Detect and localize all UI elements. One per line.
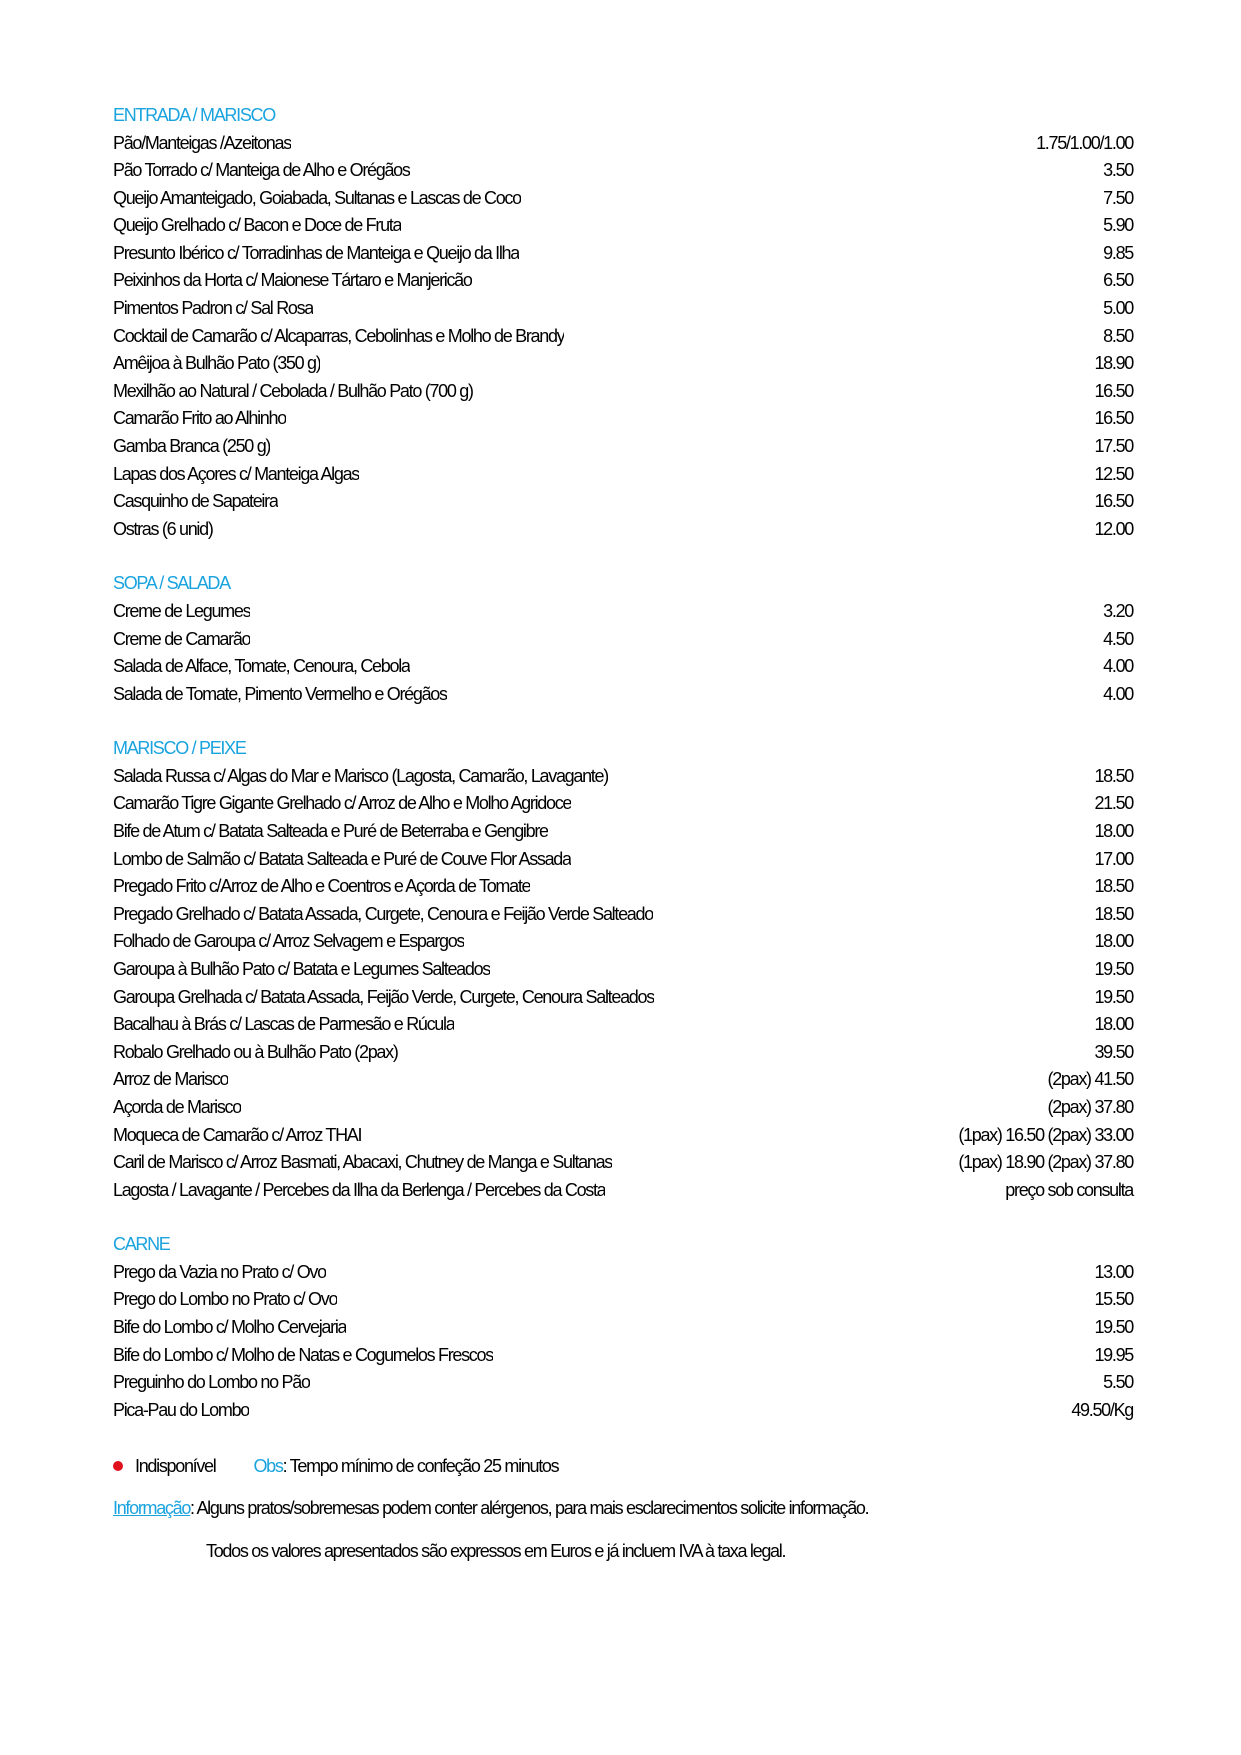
menu-item-price: (2pax) 41.50 (1047, 1069, 1133, 1090)
menu-notes (113, 1452, 1133, 1565)
menu-item (113, 185, 1133, 213)
info-link[interactable]: Informação (113, 1498, 191, 1518)
menu-item-name: Lapas dos Açores c/ Manteiga Algas (113, 463, 359, 484)
menu-item (113, 1369, 1133, 1397)
menu-item-price: 1.75/1.00/1.00 (1036, 132, 1133, 153)
menu-item-price: 13.00 (1094, 1261, 1133, 1282)
info-text: : Alguns pratos/sobremesas podem conter alérgenos, para mais esclarecimentos solicite informação. (190, 1498, 869, 1518)
menu-item-name: Casquinho de Sapateira (113, 491, 278, 512)
menu-item (113, 240, 1133, 268)
menu-item-price: preço sob consulta (1005, 1179, 1133, 1200)
menu-item-name: Robalo Grelhado ou à Bulhão Pato (2pax) (113, 1041, 398, 1062)
obs-label: Obs (253, 1456, 283, 1476)
menu-item (113, 1094, 1133, 1122)
menu-section (113, 102, 1133, 543)
menu-item-price: 16.50 (1094, 491, 1133, 512)
menu-item-price: 7.50 (1103, 187, 1133, 208)
menu-item-name: Prego do Lombo no Prato c/ Ovo (113, 1289, 338, 1310)
menu-section (113, 1231, 1133, 1424)
menu-item-name: Creme de Legumes (113, 600, 251, 621)
menu-item-name: Mexilhão ao Natural / Cebolada / Bulhão Pato (700 g) (113, 380, 473, 401)
menu-item-price: (1pax) 16.50 (2pax) 33.00 (958, 1124, 1133, 1145)
menu-item-price: 8.50 (1103, 325, 1133, 346)
menu-item (113, 516, 1133, 544)
menu-item-price: 19.50 (1094, 1316, 1133, 1337)
menu-item-name: Creme de Camarão (113, 628, 251, 649)
menu-item-name: Pregado Frito c/Arroz de Alho e Coentros e Açorda de Tomate (113, 876, 531, 897)
menu-item (113, 956, 1133, 984)
menu-item (113, 1259, 1133, 1287)
menu-item-price: 39.50 (1094, 1041, 1133, 1062)
menu-item-name: Pica-Pau do Lombo (113, 1399, 249, 1420)
menu-item (113, 901, 1133, 929)
menu-item-price: 15.50 (1094, 1289, 1133, 1310)
menu-item (113, 984, 1133, 1012)
info-line (113, 1494, 1133, 1522)
menu-item (113, 1122, 1133, 1150)
menu-item-name: Presunto Ibérico c/ Torradinhas de Manteiga e Queijo da Ilha (113, 242, 519, 263)
menu-section (113, 570, 1133, 708)
menu-item (113, 1342, 1133, 1370)
menu-item (113, 433, 1133, 461)
menu-item-price: 18.90 (1094, 353, 1133, 374)
menu-item-name: Cocktail de Camarão c/ Alcaparras, Cebolinhas e Molho de Brandy (113, 325, 565, 346)
menu-item-price: 5.50 (1103, 1372, 1133, 1393)
menu-item-name: Caril de Marisco c/ Arroz Basmati, Abacaxi, Chutney de Manga e Sultanas (113, 1152, 612, 1173)
menu-item-name: Camarão Frito ao Alhinho (113, 408, 286, 429)
unavailable-label: Indisponível (135, 1456, 216, 1476)
menu-item-name: Arroz de Marisco (113, 1069, 229, 1090)
menu-item-price: 4.50 (1103, 628, 1133, 649)
menu-item-name: Peixinhos da Horta c/ Maionese Tártaro e Manjericão (113, 270, 472, 291)
menu-item (113, 157, 1133, 185)
menu-item (113, 626, 1133, 654)
menu-item-price: 16.50 (1094, 408, 1133, 429)
menu-item (113, 1039, 1133, 1067)
menu-item-price: 12.50 (1094, 463, 1133, 484)
menu-item (113, 323, 1133, 351)
section-title: CARNE (113, 1234, 170, 1255)
menu-item-price: 17.00 (1094, 848, 1133, 869)
menu-item-price: 9.85 (1103, 242, 1133, 263)
menu-sections (113, 102, 1133, 1424)
menu-item (113, 488, 1133, 516)
menu-item-name: Bacalhau à Brás c/ Lascas de Parmesão e Rúcula (113, 1014, 455, 1035)
menu-item-name: Ostras (6 unid) (113, 518, 213, 539)
menu-item-name: Bife do Lombo c/ Molho de Natas e Cogumelos Frescos (113, 1344, 493, 1365)
menu-item-name: Pimentos Padron c/ Sal Rosa (113, 298, 314, 319)
menu-item-name: Folhado de Garoupa c/ Arroz Selvagem e Espargos (113, 931, 465, 952)
legend-line (113, 1452, 1133, 1480)
menu-item-name: Lagosta / Lavagante / Percebes da Ilha da Berlenga / Percebes da Costa (113, 1179, 606, 1200)
menu-item-name: Amêijoa à Bulhão Pato (350 g) (113, 353, 321, 374)
menu-item (113, 818, 1133, 846)
menu-item-name: Pão Torrado c/ Manteiga de Alho e Orégãos (113, 160, 410, 181)
menu-item-name: Garoupa à Bulhão Pato c/ Batata e Legumes Salteados (113, 958, 491, 979)
menu-item-name: Camarão Tigre Gigante Grelhado c/ Arroz de Alho e Molho Agridoce (113, 793, 572, 814)
menu-item (113, 1314, 1133, 1342)
menu-item (113, 681, 1133, 709)
menu-item-name: Bife do Lombo c/ Molho Cervejaria (113, 1316, 347, 1337)
obs-text: : Tempo mínimo de confeção 25 minutos (282, 1456, 559, 1476)
menu-item (113, 461, 1133, 489)
menu-item (113, 928, 1133, 956)
menu-item (113, 653, 1133, 681)
menu-item (113, 1149, 1133, 1177)
menu-item-name: Prego da Vazia no Prato c/ Ovo (113, 1261, 326, 1282)
menu-item-price: 4.00 (1103, 656, 1133, 677)
menu-item-price: 18.50 (1094, 903, 1133, 924)
menu-item-price: 6.50 (1103, 270, 1133, 291)
menu-item (113, 1397, 1133, 1425)
unavailable-dot-icon (113, 1461, 123, 1471)
menu-item-price: (2pax) 37.80 (1047, 1096, 1133, 1117)
menu-item-name: Lombo de Salmão c/ Batata Salteada e Puré de Couve Flor Assada (113, 848, 571, 869)
menu-item-price: 19.50 (1094, 958, 1133, 979)
menu-item (113, 598, 1133, 626)
menu-section (113, 735, 1133, 1204)
menu-item-price: 5.90 (1103, 215, 1133, 236)
menu-item (113, 267, 1133, 295)
menu-item-price: 18.50 (1094, 765, 1133, 786)
menu-item-name: Queijo Amanteigado, Goiabada, Sultanas e Lascas de Coco (113, 187, 521, 208)
menu-item (113, 1066, 1133, 1094)
menu-item (113, 1011, 1133, 1039)
section-title: MARISCO / PEIXE (113, 738, 246, 759)
menu-item-price: 16.50 (1094, 380, 1133, 401)
menu-item-price: 19.50 (1094, 986, 1133, 1007)
menu-item-price: (1pax) 18.90 (2pax) 37.80 (958, 1152, 1133, 1173)
menu-item-name: Queijo Grelhado c/ Bacon e Doce de Fruta (113, 215, 402, 236)
menu-item-name: Açorda de Marisco (113, 1096, 241, 1117)
menu-page (113, 102, 1133, 1451)
menu-item-name: Pão/Manteigas /Azeitonas (113, 132, 291, 153)
menu-item (113, 405, 1133, 433)
menu-item (113, 790, 1133, 818)
section-title: ENTRADA / MARISCO (113, 105, 275, 125)
menu-item-price: 19.95 (1094, 1344, 1133, 1365)
menu-item-price: 12.00 (1094, 518, 1133, 539)
menu-item (113, 1286, 1133, 1314)
menu-item (113, 378, 1133, 406)
menu-item-price: 49.50/Kg (1071, 1399, 1133, 1420)
menu-item (113, 350, 1133, 378)
menu-item-price: 4.00 (1103, 683, 1133, 704)
menu-item (113, 873, 1133, 901)
section-title: SOPA / SALADA (113, 573, 230, 594)
menu-item-name: Salada Russa c/ Algas do Mar e Marisco (Lagosta, Camarão, Lavagante) (113, 765, 608, 786)
menu-item (113, 130, 1133, 158)
menu-item-price: 18.50 (1094, 876, 1133, 897)
vat-note: Todos os valores apresentados são expressos em Euros e já incluem IVA à taxa legal. (206, 1541, 786, 1561)
menu-item-price: 21.50 (1094, 793, 1133, 814)
menu-item (113, 846, 1133, 874)
menu-item-price: 18.00 (1094, 820, 1133, 841)
menu-item (113, 1177, 1133, 1205)
menu-item (113, 295, 1133, 323)
menu-item-price: 18.00 (1094, 931, 1133, 952)
menu-item-price: 18.00 (1094, 1014, 1133, 1035)
menu-item-name: Garoupa Grelhada c/ Batata Assada, Feijão Verde, Curgete, Cenoura Salteados (113, 986, 654, 1007)
menu-item-name: Moqueca de Camarão c/ Arroz THAI (113, 1124, 362, 1145)
menu-item-name: Gamba Branca (250 g) (113, 436, 271, 457)
menu-item-name: Salada de Alface, Tomate, Cenoura, Cebola (113, 656, 410, 677)
menu-item-name: Pregado Grelhado c/ Batata Assada, Curgete, Cenoura e Feijão Verde Salteado (113, 903, 653, 924)
menu-item (113, 763, 1133, 791)
menu-item-price: 3.20 (1103, 600, 1133, 621)
menu-item-name: Bife de Atum c/ Batata Salteada e Puré de Beterraba e Gengibre (113, 820, 548, 841)
menu-item-price: 17.50 (1094, 436, 1133, 457)
menu-item-price: 5.00 (1103, 298, 1133, 319)
menu-item-name: Salada de Tomate, Pimento Vermelho e Orégãos (113, 683, 447, 704)
menu-item (113, 212, 1133, 240)
menu-item-name: Preguinho do Lombo no Pão (113, 1372, 310, 1393)
menu-item-price: 3.50 (1103, 160, 1133, 181)
